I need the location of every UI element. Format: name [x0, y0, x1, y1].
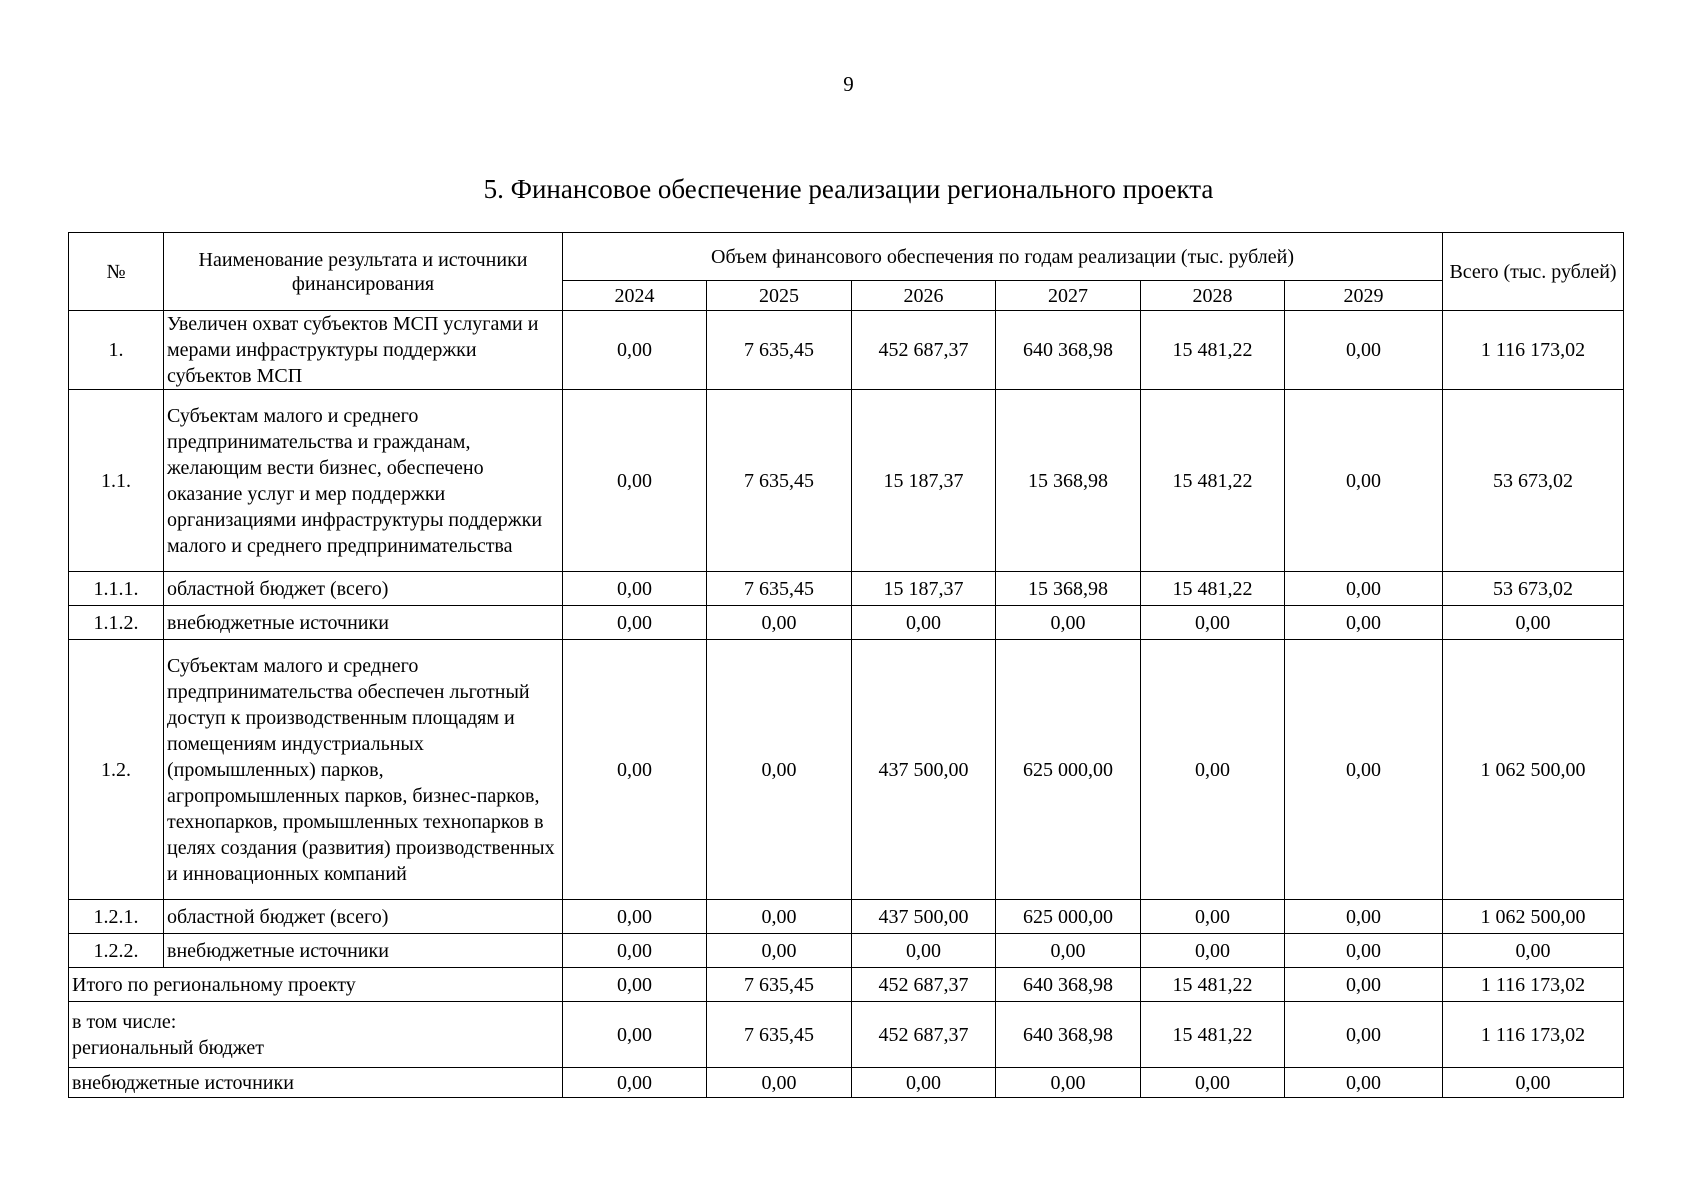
- row-value: 0,00: [1141, 934, 1285, 968]
- row-number: 1.2.: [69, 640, 164, 900]
- row-value: 625 000,00: [996, 900, 1141, 934]
- row-value: 0,00: [563, 606, 707, 640]
- table-row: [69, 640, 1624, 900]
- table-row: [69, 390, 1624, 572]
- summary-label-line1: в том числе:: [72, 1010, 177, 1033]
- row-total: 1 116 173,02: [1443, 311, 1624, 390]
- row-total: 53 673,02: [1443, 390, 1624, 572]
- row-value: 0,00: [563, 572, 707, 606]
- row-value: 0,00: [1141, 606, 1285, 640]
- row-value: 0,00: [996, 606, 1141, 640]
- row-value: 0,00: [1285, 606, 1443, 640]
- summary-row-extrabudgetary: [69, 1068, 1624, 1098]
- row-name: Субъектам малого и среднего предпринимательства и гражданам, желающим вести бизнес, обеспечено оказание услуг и мер поддержки организациями инфраструктуры поддержки малого и среднего предпринимательства: [164, 390, 563, 572]
- row-value: 0,00: [707, 606, 852, 640]
- summary-row-total: [69, 968, 1624, 1002]
- summary-value: 0,00: [1285, 968, 1443, 1002]
- row-value: 15 187,37: [852, 390, 996, 572]
- row-value: 640 368,98: [996, 311, 1141, 390]
- summary-value: 0,00: [563, 1002, 707, 1068]
- table-row: [69, 572, 1624, 606]
- summary-value: 0,00: [707, 1068, 852, 1098]
- row-value: 452 687,37: [852, 311, 996, 390]
- row-value: 0,00: [1141, 900, 1285, 934]
- row-value: 7 635,45: [707, 390, 852, 572]
- row-number: 1.2.2.: [69, 934, 164, 968]
- row-number: 1.1.: [69, 390, 164, 572]
- summary-value: 0,00: [563, 968, 707, 1002]
- row-total: 0,00: [1443, 934, 1624, 968]
- summary-value: 7 635,45: [707, 968, 852, 1002]
- table-row: [69, 934, 1624, 968]
- table-row: [69, 606, 1624, 640]
- summary-value: 640 368,98: [996, 1002, 1141, 1068]
- financing-table: [68, 232, 1624, 1098]
- summary-value: 0,00: [1285, 1068, 1443, 1098]
- row-name: Субъектам малого и среднего предпринимательства обеспечен льготный доступ к производственным площадям и помещениям индустриальных (промышленных) парков, агропромышленных парков, бизнес-парков, технопарков, промышленных технопарков в целях создания (развития) производственных и инновационных компаний: [164, 640, 563, 900]
- row-value: 0,00: [1141, 640, 1285, 900]
- row-value: 0,00: [563, 934, 707, 968]
- row-total: 0,00: [1443, 606, 1624, 640]
- summary-value: 0,00: [563, 1068, 707, 1098]
- row-value: 15 481,22: [1141, 311, 1285, 390]
- section-title: 5. Финансовое обеспечение реализации регионального проекта: [483, 174, 1214, 204]
- summary-value: 0,00: [1141, 1068, 1285, 1098]
- header-year: 2024: [563, 281, 707, 311]
- row-value: 7 635,45: [707, 311, 852, 390]
- summary-value: 15 481,22: [1141, 1002, 1285, 1068]
- summary-value: 0,00: [996, 1068, 1141, 1098]
- row-value: 0,00: [852, 934, 996, 968]
- row-value: 0,00: [1285, 934, 1443, 968]
- row-value: 0,00: [707, 934, 852, 968]
- row-name: областной бюджет (всего): [164, 572, 563, 606]
- row-value: 15 481,22: [1141, 390, 1285, 572]
- row-value: 0,00: [707, 900, 852, 934]
- page-number: 9: [843, 72, 854, 96]
- row-value: 0,00: [707, 640, 852, 900]
- table-row: [69, 900, 1624, 934]
- row-value: 0,00: [1285, 311, 1443, 390]
- row-value: 0,00: [852, 606, 996, 640]
- row-number: 1.1.1.: [69, 572, 164, 606]
- summary-label: Итого по региональному проекту: [69, 968, 563, 1002]
- row-total: 1 062 500,00: [1443, 900, 1624, 934]
- summary-value: 452 687,37: [852, 968, 996, 1002]
- row-number: 1.2.1.: [69, 900, 164, 934]
- row-value: 15 368,98: [996, 572, 1141, 606]
- summary-value: 452 687,37: [852, 1002, 996, 1068]
- row-name: Увеличен охват субъектов МСП услугами и мерами инфраструктуры поддержки субъектов МСП: [164, 311, 563, 390]
- summary-label: внебюджетные источники: [69, 1068, 563, 1098]
- row-value: 0,00: [1285, 900, 1443, 934]
- header-year: 2026: [852, 281, 996, 311]
- summary-total: 1 116 173,02: [1443, 1002, 1624, 1068]
- summary-value: 15 481,22: [1141, 968, 1285, 1002]
- row-value: 625 000,00: [996, 640, 1141, 900]
- row-value: 0,00: [1285, 390, 1443, 572]
- header-year: 2027: [996, 281, 1141, 311]
- row-value: 0,00: [563, 311, 707, 390]
- row-number: 1.1.2.: [69, 606, 164, 640]
- row-value: 0,00: [563, 900, 707, 934]
- header-year: 2025: [707, 281, 852, 311]
- header-year: 2028: [1141, 281, 1285, 311]
- header-total: Всего (тыс. рублей): [1443, 233, 1624, 311]
- summary-total: 0,00: [1443, 1068, 1624, 1098]
- table-row: [69, 311, 1624, 390]
- row-value: 437 500,00: [852, 640, 996, 900]
- summary-row-regional: [69, 1002, 1624, 1068]
- row-value: 0,00: [996, 934, 1141, 968]
- row-name: внебюджетные источники: [164, 606, 563, 640]
- row-value: 15 481,22: [1141, 572, 1285, 606]
- row-name: внебюджетные источники: [164, 934, 563, 968]
- summary-value: 7 635,45: [707, 1002, 852, 1068]
- row-value: 0,00: [1285, 640, 1443, 900]
- header-volume: Объем финансового обеспечения по годам реализации (тыс. рублей): [563, 233, 1443, 281]
- summary-value: 0,00: [852, 1068, 996, 1098]
- row-value: 0,00: [563, 640, 707, 900]
- row-name: областной бюджет (всего): [164, 900, 563, 934]
- row-value: 0,00: [1285, 572, 1443, 606]
- row-value: 437 500,00: [852, 900, 996, 934]
- summary-label: [69, 1002, 563, 1068]
- summary-value: 640 368,98: [996, 968, 1141, 1002]
- row-value: 7 635,45: [707, 572, 852, 606]
- header-year: 2029: [1285, 281, 1443, 311]
- summary-total: 1 116 173,02: [1443, 968, 1624, 1002]
- row-value: 0,00: [563, 390, 707, 572]
- header-name: Наименование результата и источники финансирования: [164, 233, 563, 311]
- row-number: 1.: [69, 311, 164, 390]
- header-number: №: [69, 233, 164, 311]
- row-value: 15 187,37: [852, 572, 996, 606]
- row-total: 1 062 500,00: [1443, 640, 1624, 900]
- row-total: 53 673,02: [1443, 572, 1624, 606]
- summary-value: 0,00: [1285, 1002, 1443, 1068]
- table-header: [69, 233, 1624, 311]
- summary-label-line2: региональный бюджет: [72, 1036, 264, 1059]
- row-value: 15 368,98: [996, 390, 1141, 572]
